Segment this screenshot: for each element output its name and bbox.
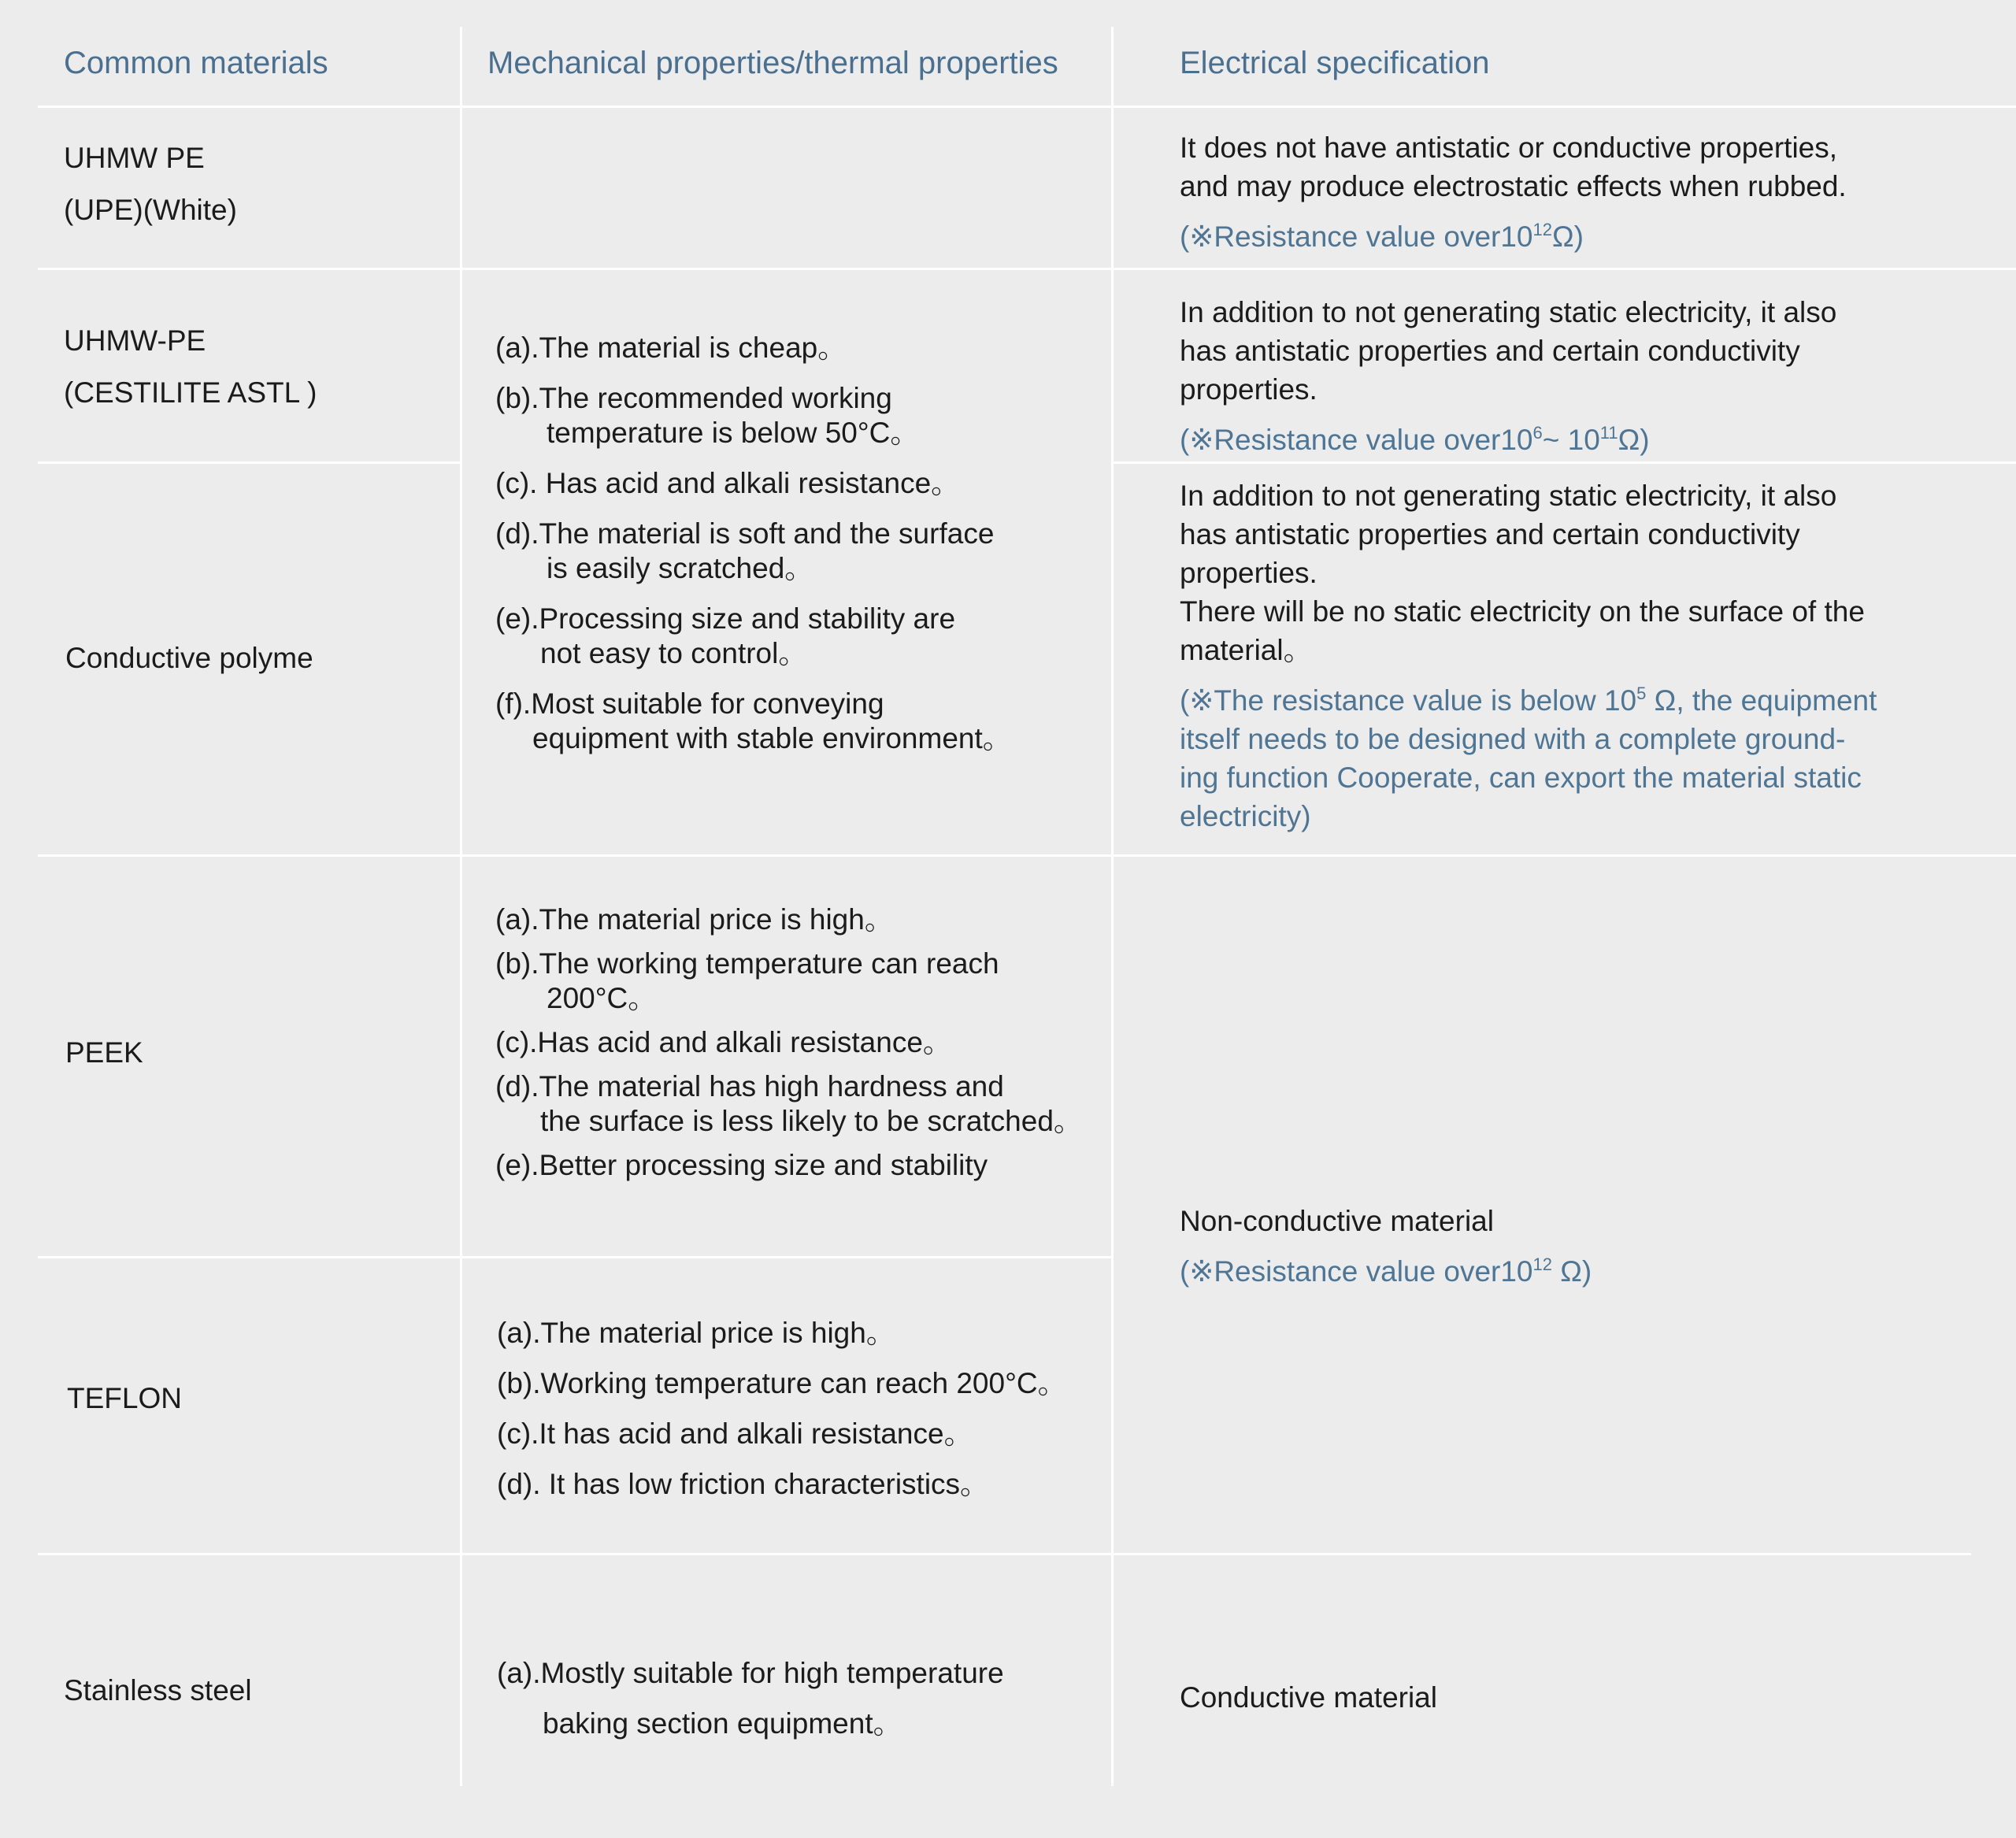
material-name-line: UHMW-PE [64,324,206,357]
header-mechanical-properties: Mechanical properties/thermal properties [487,46,1058,80]
material-peek: PEEK [65,1036,143,1069]
property-item: (d).The material is soft and the surface is easily scratched。 [495,517,995,584]
property-item: (e).Better processing size and stability [495,1149,988,1181]
electrical-spec-upe [1180,128,1999,256]
property-item: (e).Processing size and stability are not easy to control。 [495,602,956,669]
property-item: (d).The material has high hardness and the surface is less likely to be scratched。 [495,1070,1083,1137]
spec-line: properties. [1180,373,1317,406]
row-divider-1 [38,268,2016,270]
mechanical-properties-group1 [495,331,1102,756]
property-item: (a).The material price is high。 [495,903,894,936]
mechanical-properties-peek [495,902,1110,1183]
row-divider-4 [38,1256,1111,1258]
electrical-spec-nonconductive [1180,1199,1999,1294]
property-item: (c).Has acid and alkali resistance。 [495,1026,952,1058]
spec-line: In addition to not generating static electricity, it also [1180,480,1837,512]
material-astl [64,315,317,419]
material-teflon: TEFLON [67,1382,182,1414]
row-divider-3 [38,854,2016,857]
material-name-line: (CESTILITE ASTL ) [64,376,317,409]
resistance-note: (※Resistance value $over10^{12}$ Ω) [1180,1254,1592,1288]
material-name-line: (UPE)(White) [64,194,237,226]
property-item: (c).It has acid and alkali resistance。 [497,1417,973,1450]
spec-line: Non-conductive material [1180,1205,1494,1237]
spec-line: and may produce electrostatic effects when rubbed. [1180,170,1847,202]
spec-line: has antistatic properties and certain conductivity [1180,518,1800,550]
mechanical-properties-teflon [497,1316,1103,1502]
resistance-note: (※The resistance value is below $10^5$ Ω, the equipment itself needs to be designed with a complete ground- ing function Cooperate, can export the material static electricity) [1180,684,1877,832]
mechanical-properties-steel [497,1648,1103,1749]
material-conductive-polyme: Conductive polyme [65,642,313,674]
property-line: baking section equipment。 [543,1707,902,1740]
spec-line: There will be no static electricity on the surface of the [1180,595,1865,628]
property-line: (a).Mostly suitable for high temperature [497,1657,1004,1689]
spec-line: has antistatic properties and certain conductivity [1180,335,1800,367]
material-stainless-steel: Stainless steel [64,1674,252,1706]
spec-line: It does not have antistatic or conductive properties, [1180,132,1838,164]
property-item: (b).The recommended working temperature is below 50°C。 [495,382,920,449]
resistance-note: (※Resistance value $over10^6\sim$ $10^{11}\Omega$) [1180,423,1650,456]
electrical-spec-astl [1180,293,1999,459]
spec-line: material。 [1180,634,1313,666]
spec-line: properties. [1180,557,1317,589]
material-name-line: UHMW PE [64,142,205,174]
resistance-note: (※Resistance value $over10^{12}\Omega$) [1180,220,1584,253]
property-item: (b).Working temperature can reach 200°C。 [497,1367,1067,1399]
electrical-spec-steel: Conductive material [1180,1681,1437,1714]
property-item: (b).The working temperature can reach 200°C。 [495,947,999,1014]
property-item: (d). It has low friction characteristics。 [497,1468,990,1500]
row-divider-2-right [1114,461,2016,464]
property-item: (c). Has acid and alkali resistance。 [495,467,961,499]
column-divider-1 [460,27,462,1786]
spec-line: In addition to not generating static electricity, it also [1180,296,1837,328]
column-divider-2 [1111,27,1114,1786]
property-item: (a).The material is cheap。 [495,332,847,364]
header-common-materials: Common materials [64,46,328,80]
electrical-spec-conductive [1180,476,1999,836]
property-item: (a).The material price is high。 [497,1317,895,1349]
property-item: (f).Most suitable for conveying equipment with stable environment。 [495,687,1012,754]
row-divider-2-left [38,461,460,464]
material-upe [64,132,237,236]
row-divider-5 [38,1553,1971,1555]
row-divider-header [38,106,2016,108]
header-electrical-specification: Electrical specification [1180,46,1490,80]
